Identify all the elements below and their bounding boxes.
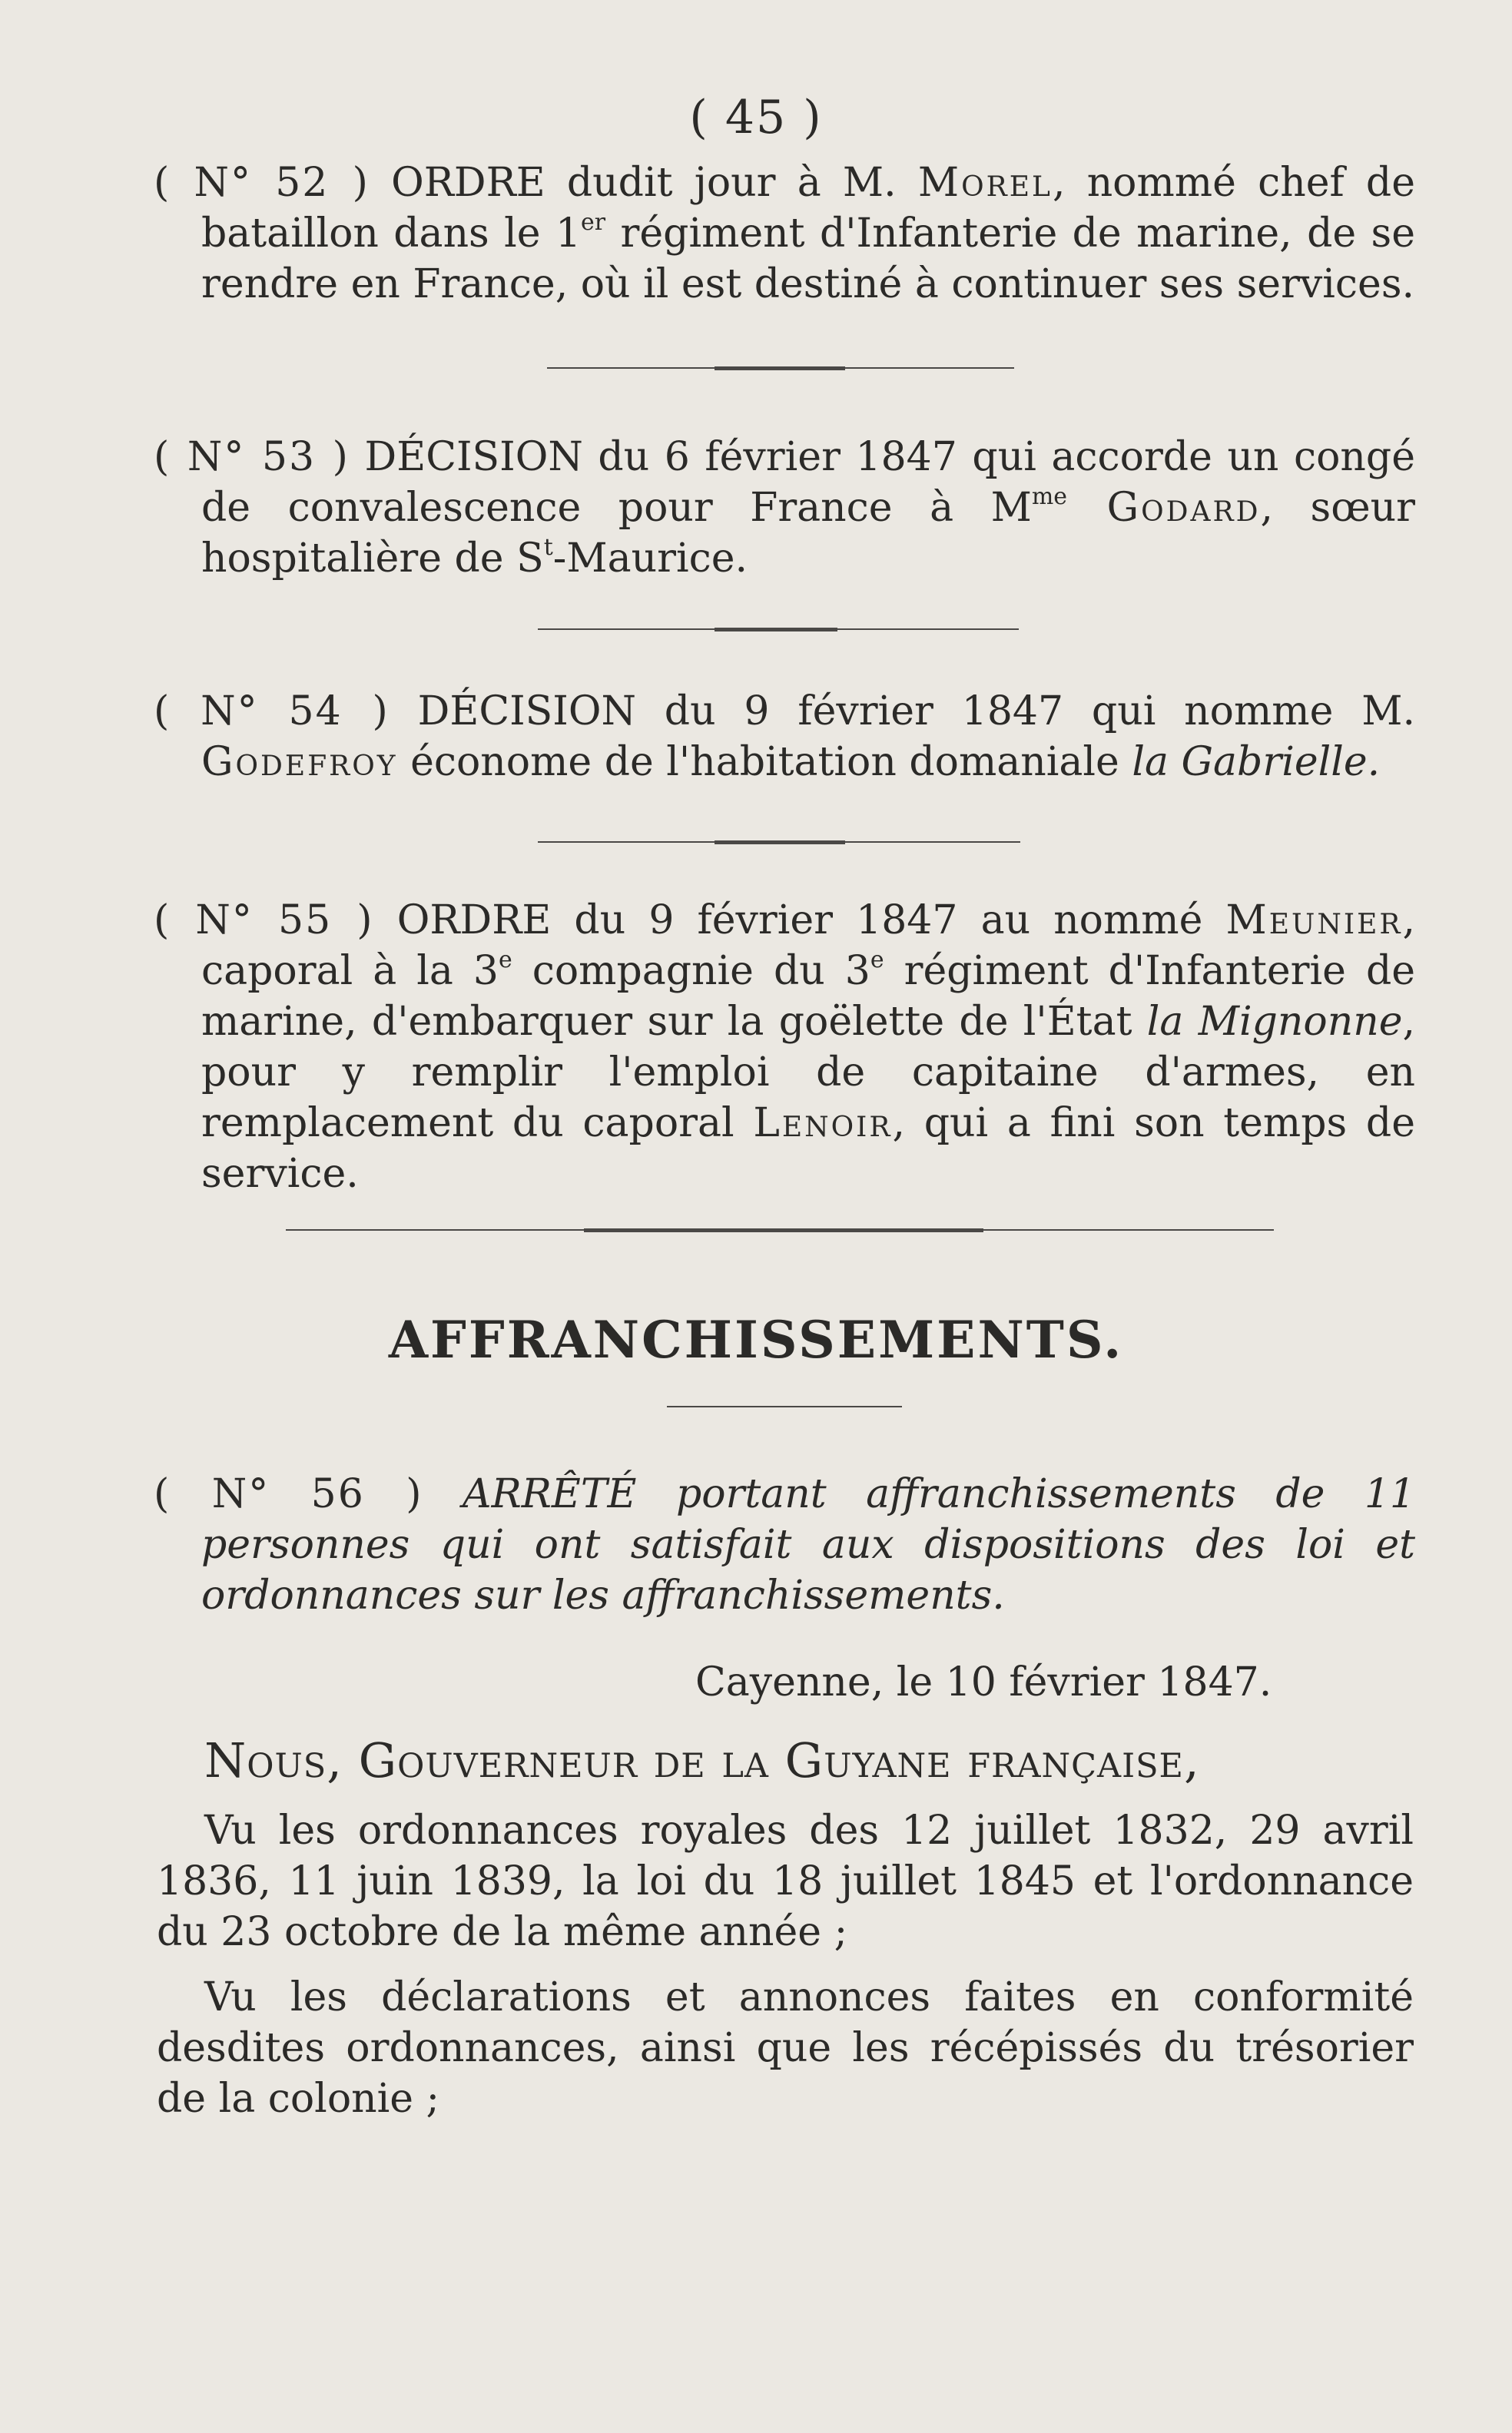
entry-56 bbox=[154, 1469, 1415, 1621]
entry-55-text: ( N° 55 ) ORDRE du 9 février 1847 au nommé Meunier, caporal à la 3e compagnie du 3e régiment d'Infanterie de marine, d'embarquer sur la goëlette de l'État la Mignonne, pour y remplir l'emploi de capitaine d'armes, en remplacement du caporal Lenoir, qui a fini son temps de service. bbox=[154, 897, 1416, 1197]
separator-rule-center bbox=[715, 840, 845, 844]
heading-underline bbox=[667, 1406, 902, 1407]
entry-55 bbox=[154, 895, 1415, 1199]
entry-52 bbox=[154, 157, 1415, 310]
entry-53 bbox=[154, 432, 1415, 584]
separator-rule-center bbox=[715, 366, 845, 370]
considerant-paragraph-1: Vu les ordonnances royales des 12 juillet 1832, 29 avril 1836, 11 juin 1839, la loi du 18 juillet 1845 et l'ordonnance du 23 octobre de la même année ; bbox=[157, 1808, 1414, 1955]
entry-54-text: ( N° 54 ) DÉCISION du 9 février 1847 qui nomme M. Godefroy économe de l'habitation domaniale la Gabrielle. bbox=[154, 688, 1415, 785]
entry-56-text: ( N° 56 ) ARRÊTÉ portant affranchissements de 11 personnes qui ont satisfait aux dispositions des loi et ordonnances sur les affranchissements. bbox=[154, 1471, 1415, 1619]
entry-53-text: ( N° 53 ) DÉCISION du 6 février 1847 qui accorde un congé de convalescence pour France à $M^{me}$ Godard, sœur hospitalière de $S^t$-Maurice. bbox=[154, 434, 1415, 582]
separator-rule-center bbox=[715, 628, 837, 631]
dateline: Cayenne, le 10 février 1847. bbox=[695, 1659, 1272, 1705]
considerant-paragraph-2: Vu les déclarations et annonces faites en conformité desdites ordonnances, ainsi que les récépissés du trésorier de la colonie ; bbox=[157, 1974, 1414, 2122]
page-number: ( 45 ) bbox=[689, 91, 823, 144]
section-divider-rule-center bbox=[584, 1228, 983, 1232]
governor-line: Nous, Gouverneur de la Guyane française, bbox=[204, 1732, 1200, 1788]
entry-52-text: ( N° 52 ) ORDRE dudit jour à M. Morel, nommé chef de bataillon dans le 1er régiment d'Infanterie de marine, de se rendre en France, où il est destiné à continuer ses services. bbox=[154, 160, 1415, 307]
section-heading: AFFRANCHISSEMENTS. bbox=[388, 1310, 1124, 1370]
entry-54 bbox=[154, 686, 1415, 787]
